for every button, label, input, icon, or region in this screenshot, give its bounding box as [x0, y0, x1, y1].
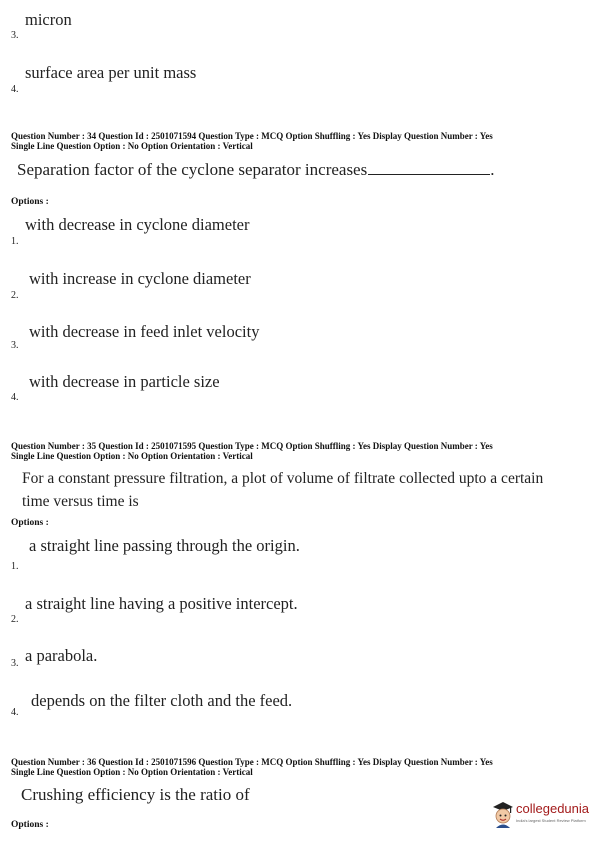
question-meta-line: Single Line Question Option : No Option Orientation : Vertical [11, 451, 253, 461]
option-text: a straight line passing through the origin. [29, 536, 300, 555]
option-text: a parabola. [25, 646, 98, 665]
question-meta-line: Question Number : 35 Question Id : 2501071595 Question Type : MCQ Option Shuffling : Yes Display Question Number : Yes [11, 441, 493, 451]
question-text: Crushing efficiency is the ratio of [21, 785, 250, 804]
option-number: 3. [11, 340, 19, 351]
question-meta-line: Single Line Question Option : No Option Orientation : Vertical [11, 767, 253, 777]
option-number: 4. [11, 84, 19, 95]
question-meta-line: Single Line Question Option : No Option Orientation : Vertical [11, 141, 253, 151]
option-number: 3. [11, 658, 19, 669]
question-text-line: For a constant pressure filtration, a plot of volume of filtrate collected upto a certain [22, 470, 544, 487]
option-text: micron [25, 10, 72, 29]
question-text-end: . [490, 160, 495, 179]
options-label: Options : [11, 197, 49, 207]
brand-name: collegedunia [516, 801, 590, 816]
option-text: with decrease in feed inlet velocity [29, 322, 260, 341]
option-text: surface area per unit mass [25, 63, 197, 82]
graduate-avatar-icon [492, 801, 514, 829]
option-number: 1. [11, 561, 19, 572]
brand-tagline: India's largest Student Review Platform [516, 818, 586, 823]
option-text: with decrease in cyclone diameter [25, 215, 250, 234]
question-text-line: time versus time is [22, 493, 139, 510]
answer-blank [368, 173, 490, 175]
option-number: 2. [11, 614, 19, 625]
options-label: Options : [11, 820, 49, 830]
option-number: 1. [11, 236, 19, 247]
option-number: 2. [11, 290, 19, 301]
option-text: with increase in cyclone diameter [29, 269, 251, 288]
options-label: Options : [11, 518, 49, 528]
option-text: depends on the filter cloth and the feed. [31, 691, 293, 710]
option-number: 4. [11, 392, 19, 403]
option-number: 3. [11, 30, 19, 41]
question-meta-line: Question Number : 36 Question Id : 2501071596 Question Type : MCQ Option Shuffling : Yes Display Question Number : Yes [11, 757, 493, 767]
question-text [17, 160, 494, 180]
option-number: 4. [11, 707, 19, 718]
option-text: with decrease in particle size [29, 372, 220, 391]
option-text: a straight line having a positive intercept. [25, 594, 298, 613]
question-meta-line: Question Number : 34 Question Id : 2501071594 Question Type : MCQ Option Shuffling : Yes Display Question Number : Yes [11, 131, 493, 141]
question-text-main: Separation factor of the cyclone separator increases [17, 160, 368, 179]
collegedunia-logo [490, 799, 590, 831]
